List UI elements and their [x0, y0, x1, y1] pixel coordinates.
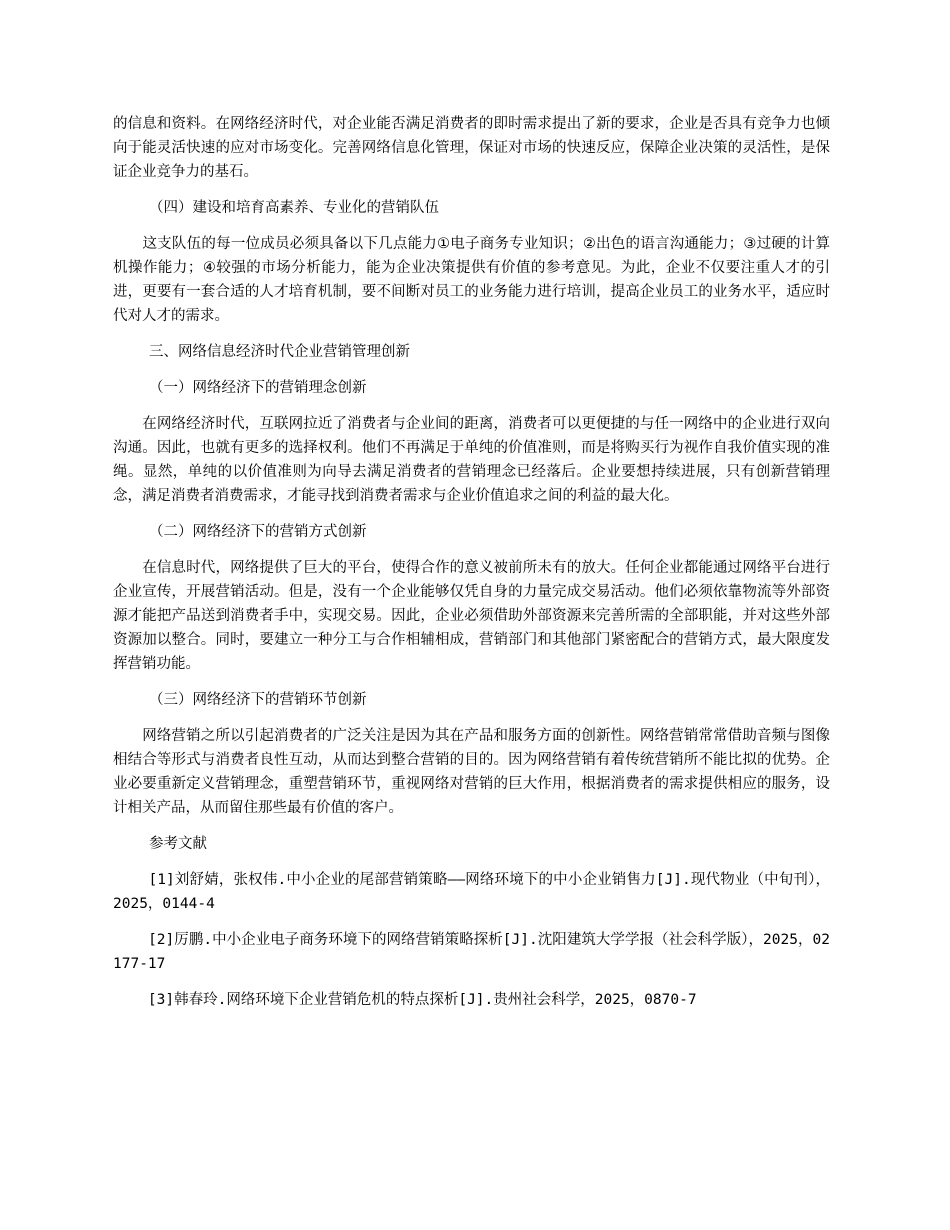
chapter-heading: 三、网络信息经济时代企业营销管理创新: [149, 344, 410, 360]
section-heading: （一）网络经济下的营销理念创新: [149, 380, 367, 396]
section-heading: （四）建设和培育高素养、专业化的营销队伍: [149, 200, 439, 216]
references-heading: 参考文献: [149, 836, 207, 852]
reference-item: [1]刘舒婧，张权伟.中小企业的尾部营销策略——网络环境下的中小企业销售力[J].现代物业（中旬刊），2025，0144-4: [113, 872, 830, 912]
section-heading: （二）网络经济下的营销方式创新: [149, 524, 367, 540]
reference-list: [113, 868, 830, 1012]
section-heading: （三）网络经济下的营销环节创新: [149, 692, 367, 708]
reference-item: [2]厉鹏.中小企业电子商务环境下的网络营销策略探析[J].沈阳建筑大学学报（社会科学版），2025，02177-17: [113, 932, 830, 972]
document-page: [113, 112, 830, 1024]
body-paragraph: 这支队伍的每一位成员必须具备以下几点能力①电子商务专业知识；②出色的语言沟通能力；③过硬的计算机操作能力；④较强的市场分析能力，能为企业决策提供有价值的参考意见。为此，企业不仅要注重人才的引进，更要有一套合适的人才培育机制，要不间断对员工的业务能力进行培训，提高企业员工的业务水平，适应时代对人才的需求。: [113, 236, 830, 324]
reference-item: [3]韩春玲.网络环境下企业营销危机的特点探析[J].贵州社会科学，2025，0870-7: [113, 992, 697, 1008]
body-paragraph: 的信息和资料。在网络经济时代，对企业能否满足消费者的即时需求提出了新的要求，企业是否具有竞争力也倾向于能灵活快速的应对市场变化。完善网络信息化管理，保证对市场的快速反应，保障企业决策的灵活性，是保证企业竞争力的基石。: [113, 116, 830, 180]
body-paragraph: 在信息时代，网络提供了巨大的平台，使得合作的意义被前所未有的放大。任何企业都能通过网络平台进行企业宣传，开展营销活动。但是，没有一个企业能够仅凭自身的力量完成交易活动。他们必须依靠物流等外部资源才能把产品送到消费者手中，实现交易。因此，企业必须借助外部资源来完善所需的全部职能，并对这些外部资源加以整合。同时，要建立一种分工与合作相辅相成，营销部门和其他部门紧密配合的营销方式，最大限度发挥营销功能。: [113, 560, 830, 672]
body-paragraph: 网络营销之所以引起消费者的广泛关注是因为其在产品和服务方面的创新性。网络营销常常借助音频与图像相结合等形式与消费者良性互动，从而达到整合营销的目的。因为网络营销有着传统营销所不能比拟的优势。企业必要重新定义营销理念，重塑营销环节，重视网络对营销的巨大作用，根据消费者的需求提供相应的服务，设计相关产品，从而留住那些最有价值的客户。: [113, 728, 830, 816]
body-paragraph: 在网络经济时代，互联网拉近了消费者与企业间的距离，消费者可以更便捷的与任一网络中的企业进行双向沟通。因此，也就有更多的选择权利。他们不再满足于单纯的价值准则，而是将购买行为视作自我价值实现的准绳。显然，单纯的以价值准则为向导去满足消费者的营销理念已经落后。企业要想持续进展，只有创新营销理念，满足消费者消费需求，才能寻找到消费者需求与企业价值追求之间的利益的最大化。: [113, 416, 830, 504]
